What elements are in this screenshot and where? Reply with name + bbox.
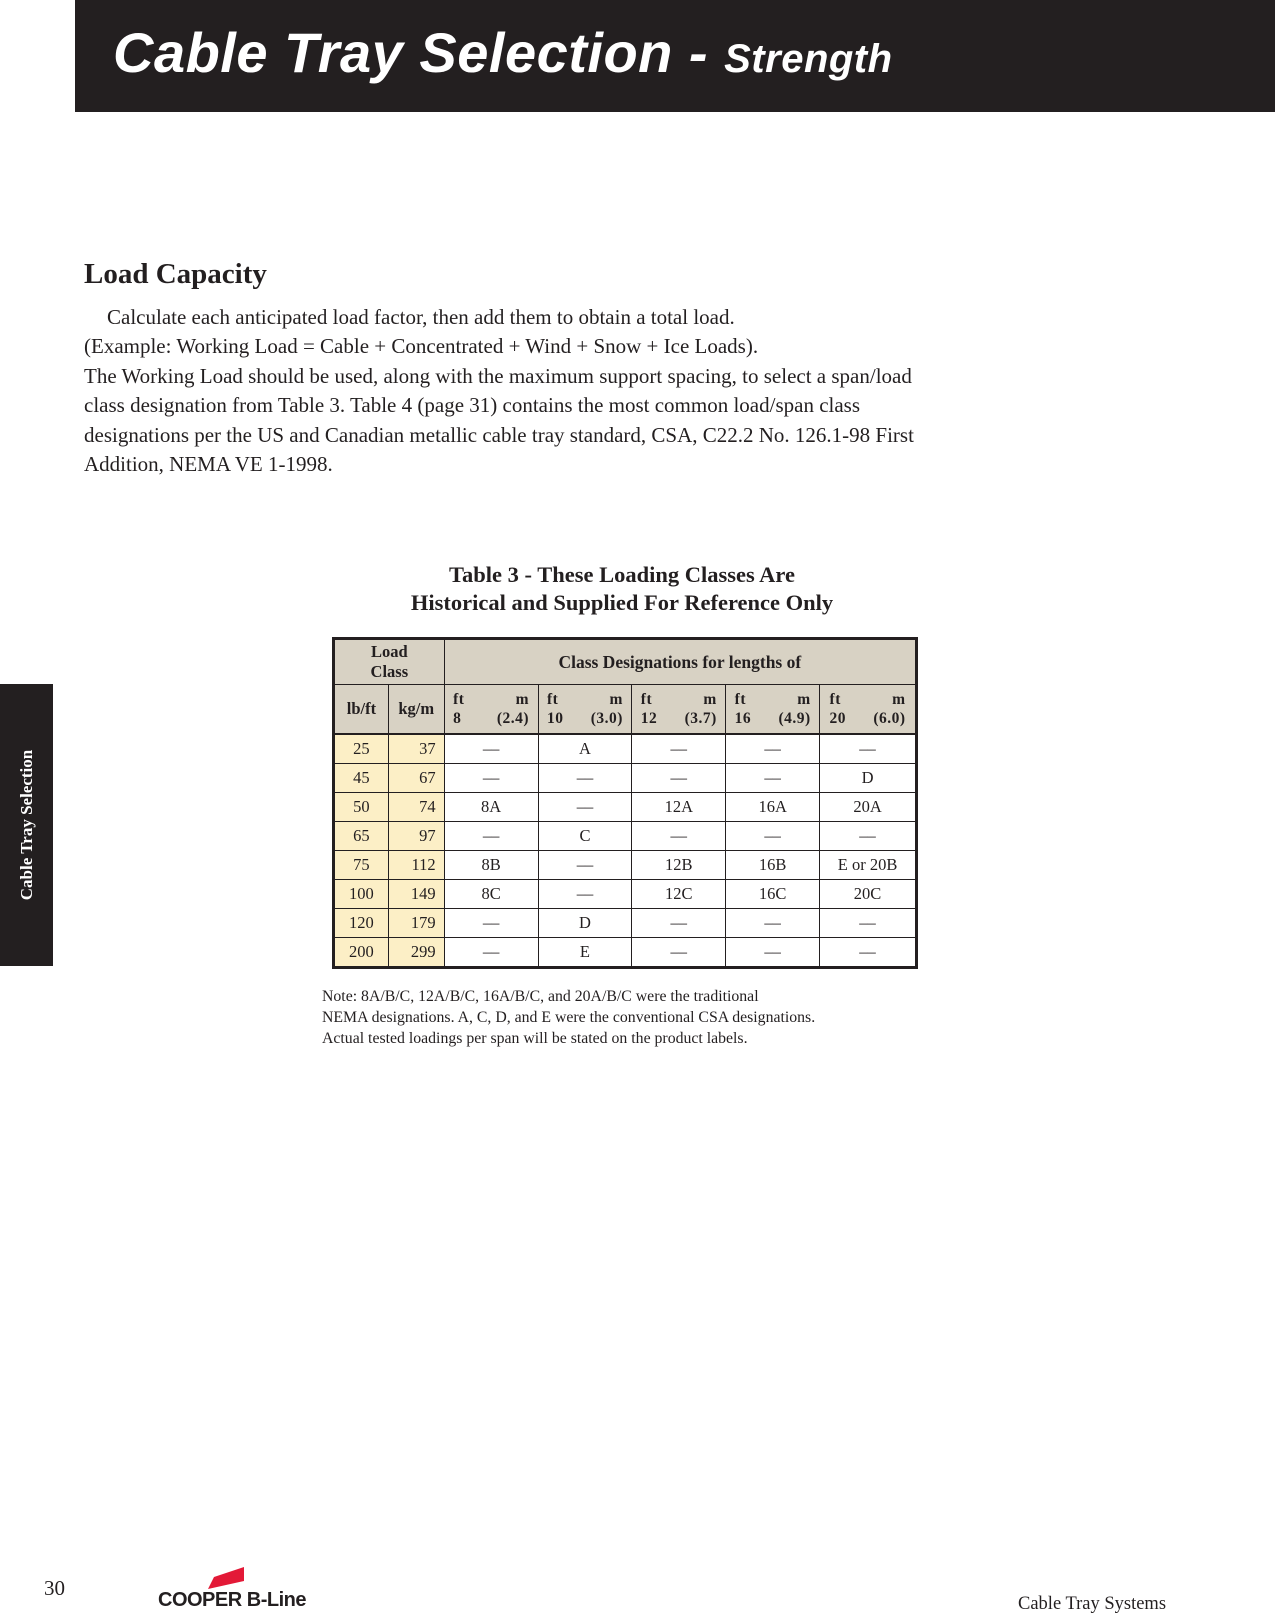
load-lbft-cell: 200 <box>335 938 389 967</box>
class-designation-cell: –– <box>726 734 820 764</box>
span-m-value: (4.9) <box>778 710 811 727</box>
class-designation-cell: –– <box>820 734 916 764</box>
section-heading: Load Capacity <box>84 258 267 290</box>
class-designation-cell: –– <box>726 822 820 851</box>
class-designation-cell: –– <box>444 822 538 851</box>
class-designation-cell: –– <box>444 734 538 764</box>
class-designation-cell: –– <box>632 822 726 851</box>
load-lbft-cell: 75 <box>335 851 389 880</box>
span-header-label <box>453 690 529 728</box>
load-kgm-cell: 112 <box>388 851 444 880</box>
span-header-label <box>830 690 906 728</box>
span-header-12ft <box>632 685 726 735</box>
class-designation-cell: –– <box>820 822 916 851</box>
span-m-unit: m <box>515 691 530 708</box>
span-ft-unit: ft <box>453 691 465 708</box>
class-designation-cell: 8C <box>444 880 538 909</box>
span-m-unit: m <box>703 691 717 708</box>
span-ft-unit: ft <box>640 691 653 708</box>
load-kgm-cell: 179 <box>388 909 444 938</box>
logo-mark-icon <box>204 1567 244 1589</box>
logo-text <box>158 1589 306 1612</box>
span-m-value: (3.7) <box>684 710 717 727</box>
class-designations-header: Class Designations for lengths of <box>444 640 915 685</box>
cooper-bline-logo <box>158 1567 338 1611</box>
table-note <box>322 986 815 1049</box>
unit-kgm-header: kg/m <box>388 685 444 735</box>
class-designation-cell: 20A <box>820 793 916 822</box>
class-designation-cell: C <box>538 822 632 851</box>
class-designation-cell: 12B <box>632 851 726 880</box>
class-designation-cell: 8A <box>444 793 538 822</box>
load-lbft-cell: 65 <box>335 822 389 851</box>
span-header-16ft <box>726 685 820 735</box>
class-designation-cell: 16C <box>726 880 820 909</box>
class-designation-cell: –– <box>538 764 632 793</box>
class-designation-cell: –– <box>726 938 820 967</box>
table-title-line: Table 3 - These Loading Classes Are <box>449 562 795 587</box>
table-subheader-row <box>335 685 916 735</box>
table-title-line: Historical and Supplied For Reference Only <box>410 589 834 615</box>
table-header-row <box>335 640 916 685</box>
page-title <box>113 22 893 90</box>
class-designation-cell: –– <box>820 938 916 967</box>
footer-product-line: Cable Tray Systems <box>1018 1594 1167 1614</box>
table-title <box>332 561 912 616</box>
logo-text-cooper: COOPER <box>158 1589 242 1611</box>
class-designation-cell: –– <box>444 764 538 793</box>
class-designation-cell: –– <box>538 793 632 822</box>
load-kgm-cell: 149 <box>388 880 444 909</box>
body-line: class designation from Table 3. Table 4 (page 31) contains the most common load/span class <box>84 393 861 418</box>
class-designation-cell: –– <box>632 938 726 967</box>
class-designation-cell: 16B <box>726 851 820 880</box>
class-designation-cell: A <box>538 734 632 764</box>
load-class-header-line: Load <box>370 642 408 661</box>
table-row <box>335 734 916 764</box>
class-designation-cell: 12C <box>632 880 726 909</box>
unit-lbft-header: lb/ft <box>335 685 389 735</box>
table-row <box>335 822 916 851</box>
load-kgm-cell: 299 <box>388 938 444 967</box>
load-class-table <box>334 639 916 967</box>
span-header-label <box>547 690 623 728</box>
table-row <box>335 938 916 967</box>
note-line: Actual tested loadings per span will be stated on the product labels. <box>322 1030 748 1047</box>
span-header-20ft <box>820 685 916 735</box>
class-designation-cell: –– <box>632 909 726 938</box>
class-designation-cell: –– <box>632 764 726 793</box>
class-designation-cell: D <box>820 764 916 793</box>
page-title-subtitle: Strength <box>724 37 893 81</box>
body-line: Calculate each anticipated load factor, then add them to obtain a total load. <box>107 305 735 329</box>
span-ft-value: 16 <box>734 710 752 727</box>
load-kgm-cell: 97 <box>388 822 444 851</box>
class-designation-cell: –– <box>726 909 820 938</box>
load-kgm-cell: 37 <box>388 734 444 764</box>
load-lbft-cell: 100 <box>335 880 389 909</box>
class-designation-cell: 16A <box>726 793 820 822</box>
span-header-8ft <box>444 685 538 735</box>
class-designation-cell: –– <box>726 764 820 793</box>
class-designation-cell: –– <box>632 734 726 764</box>
class-designation-cell: –– <box>538 851 632 880</box>
load-lbft-cell: 120 <box>335 909 389 938</box>
span-m-unit: m <box>609 691 623 708</box>
class-designation-cell: –– <box>444 909 538 938</box>
span-header-label <box>641 690 717 728</box>
table-row <box>335 851 916 880</box>
logo-text-bline: B-Line <box>241 1589 306 1611</box>
page-number: 30 <box>44 1576 65 1600</box>
load-lbft-cell: 25 <box>335 734 389 764</box>
body-line: (Example: Working Load = Cable + Concentrated + Wind + Snow + Ice Loads). <box>84 334 759 359</box>
table-row <box>335 793 916 822</box>
span-header-10ft <box>538 685 632 735</box>
table-row <box>335 764 916 793</box>
span-ft-unit: ft <box>734 691 746 708</box>
body-paragraph <box>84 303 1074 479</box>
span-ft-unit: ft <box>829 691 841 708</box>
class-designation-cell: E or 20B <box>820 851 916 880</box>
class-designation-cell: E <box>538 938 632 967</box>
span-ft-value: 12 <box>640 710 658 727</box>
body-line: The Working Load should be used, along with the maximum support spacing, to select a span/load <box>84 363 912 388</box>
span-m-value: (6.0) <box>873 710 906 727</box>
page-title-main: Cable Tray Selection - <box>113 21 725 84</box>
load-class-header-line: Class <box>370 662 409 681</box>
load-kgm-cell: 74 <box>388 793 444 822</box>
table-row <box>335 909 916 938</box>
side-tab-label: Cable Tray Selection <box>17 749 36 901</box>
note-line: Note: 8A/B/C, 12A/B/C, 16A/B/C, and 20A/B/C were the traditional <box>322 988 759 1005</box>
load-lbft-cell: 50 <box>335 793 389 822</box>
class-designation-cell: –– <box>444 938 538 967</box>
span-m-unit: m <box>892 691 906 708</box>
class-designation-cell: –– <box>820 909 916 938</box>
class-designation-cell: –– <box>538 880 632 909</box>
span-ft-value: 8 <box>453 710 462 727</box>
span-ft-value: 10 <box>546 710 564 727</box>
class-designation-cell: 12A <box>632 793 726 822</box>
load-kgm-cell: 67 <box>388 764 444 793</box>
span-m-value: (2.4) <box>496 710 530 727</box>
span-ft-value: 20 <box>829 710 847 727</box>
span-m-unit: m <box>797 691 811 708</box>
class-designation-cell: D <box>538 909 632 938</box>
span-m-value: (3.0) <box>590 710 623 727</box>
table-row <box>335 880 916 909</box>
load-lbft-cell: 45 <box>335 764 389 793</box>
class-designation-cell: 20C <box>820 880 916 909</box>
body-line: designations per the US and Canadian metallic cable tray standard, CSA, C22.2 No. 126.1-98 First <box>84 422 914 447</box>
class-designation-cell: 8B <box>444 851 538 880</box>
body-line: Addition, NEMA VE 1-1998. <box>84 452 333 477</box>
load-class-header <box>335 640 445 685</box>
span-ft-unit: ft <box>546 691 559 708</box>
span-header-label <box>735 690 811 728</box>
note-line: NEMA designations. A, C, D, and E were the conventional CSA designations. <box>322 1009 816 1026</box>
